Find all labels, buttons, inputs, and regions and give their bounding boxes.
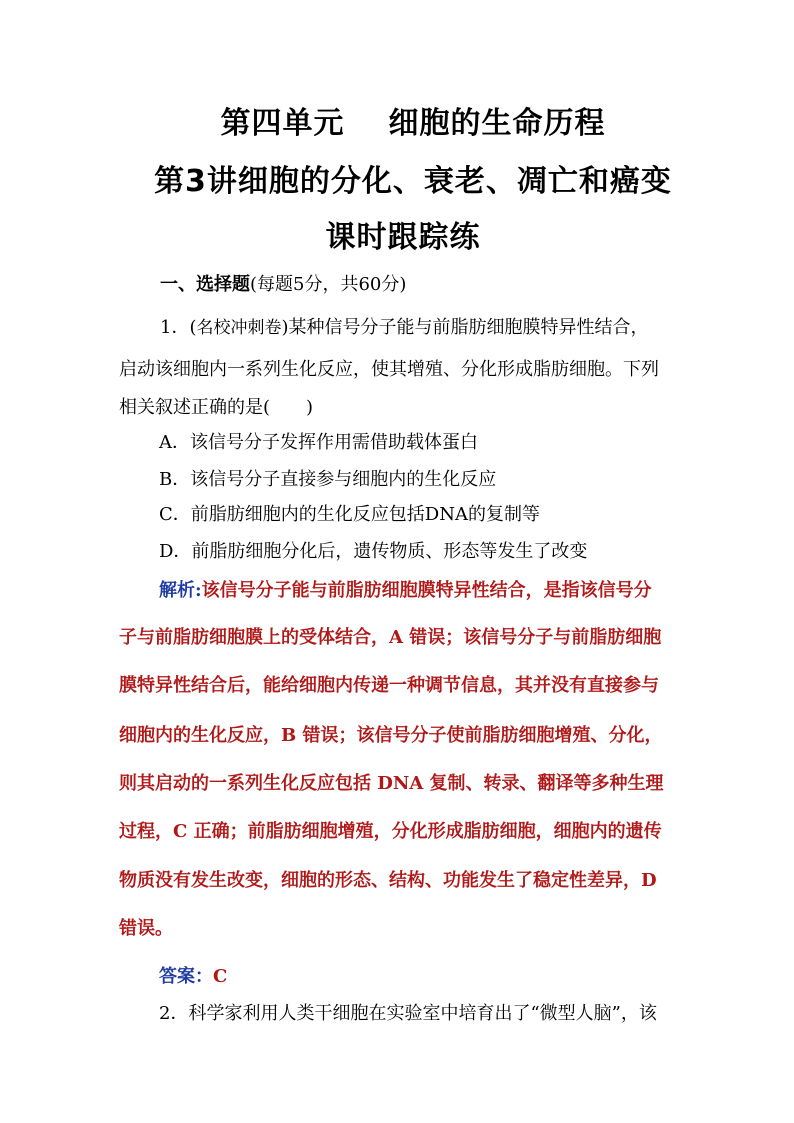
analysis-line-5: 则其启动的一系列生化反应包括 DNA 复制、转录、翻译等多种生理 [119,773,664,794]
question-number: 1．( [160,317,197,338]
option-c: C．前脂肪细胞内的生化反应包括DNA的复制等 [159,504,540,525]
answer-value: C [213,966,228,987]
answer-label: 答案： [159,966,213,987]
section-name: 一、选择题 [160,274,250,295]
question-1-stem-line-1 [160,313,649,339]
option-d: D．前脂肪细胞分化后，遗传物质、形态等发生了改变 [159,541,588,562]
option-b: B．该信号分子直接参与细胞内的生化反应 [159,469,497,490]
analysis-label: 解析: [159,580,202,601]
analysis-line-3: 膜特异性结合后，能给细胞内传递一种调节信息，其并没有直接参与 [119,675,659,696]
analysis-line-2: 子与前脂肪细胞膜上的受体结合，A 错误；该信号分子与前脂肪细胞 [119,627,662,648]
question-tag-close: ) [281,317,289,338]
source-tag: 名校冲刺卷 [196,318,282,338]
question-1-stem-line-3: 相关叙述正确的是( ) [119,397,314,418]
unit-heading [0,98,794,142]
analysis-text: 该信号分子能与前脂肪细胞膜特异性结合，是指该信号分 [201,580,652,601]
analysis-line-4: 细胞内的生化反应，B 错误；该信号分子使前脂肪细胞增殖、分化， [119,725,663,746]
page-subtitle: 课时跟踪练 [325,220,481,255]
lesson-title: 第3讲细胞的分化、衰老、凋亡和癌变 [154,164,672,199]
unit-title: 细胞的生命历程 [388,106,606,141]
analysis-line-6: 过程，C 正确；前脂肪细胞增殖，分化形成脂肪细胞，细胞内的遗传 [119,821,662,842]
section-heading [160,270,406,296]
analysis-line-8: 错误。 [119,918,173,939]
question-stem-text: 某种信号分子能与前脂肪细胞膜特异性结合， [288,317,649,338]
question-2-stem-line-1: 2．科学家利用人类干细胞在实验室中培育出了“微型人脑”，该 [159,1003,657,1024]
analysis-line-1 [159,576,652,602]
question-1-stem-line-2: 启动该细胞内一系列生化反应，使其增殖、分化形成脂肪细胞。下列 [119,359,659,380]
unit-number: 第四单元 [220,106,345,141]
answer [159,962,227,988]
section-scoring: (每题5分，共60分) [250,274,407,295]
option-a: A．该信号分子发挥作用需借助载体蛋白 [159,432,478,453]
analysis-line-7: 物质没有发生改变，细胞的形态、结构、功能发生了稳定性差异，D [119,870,657,891]
